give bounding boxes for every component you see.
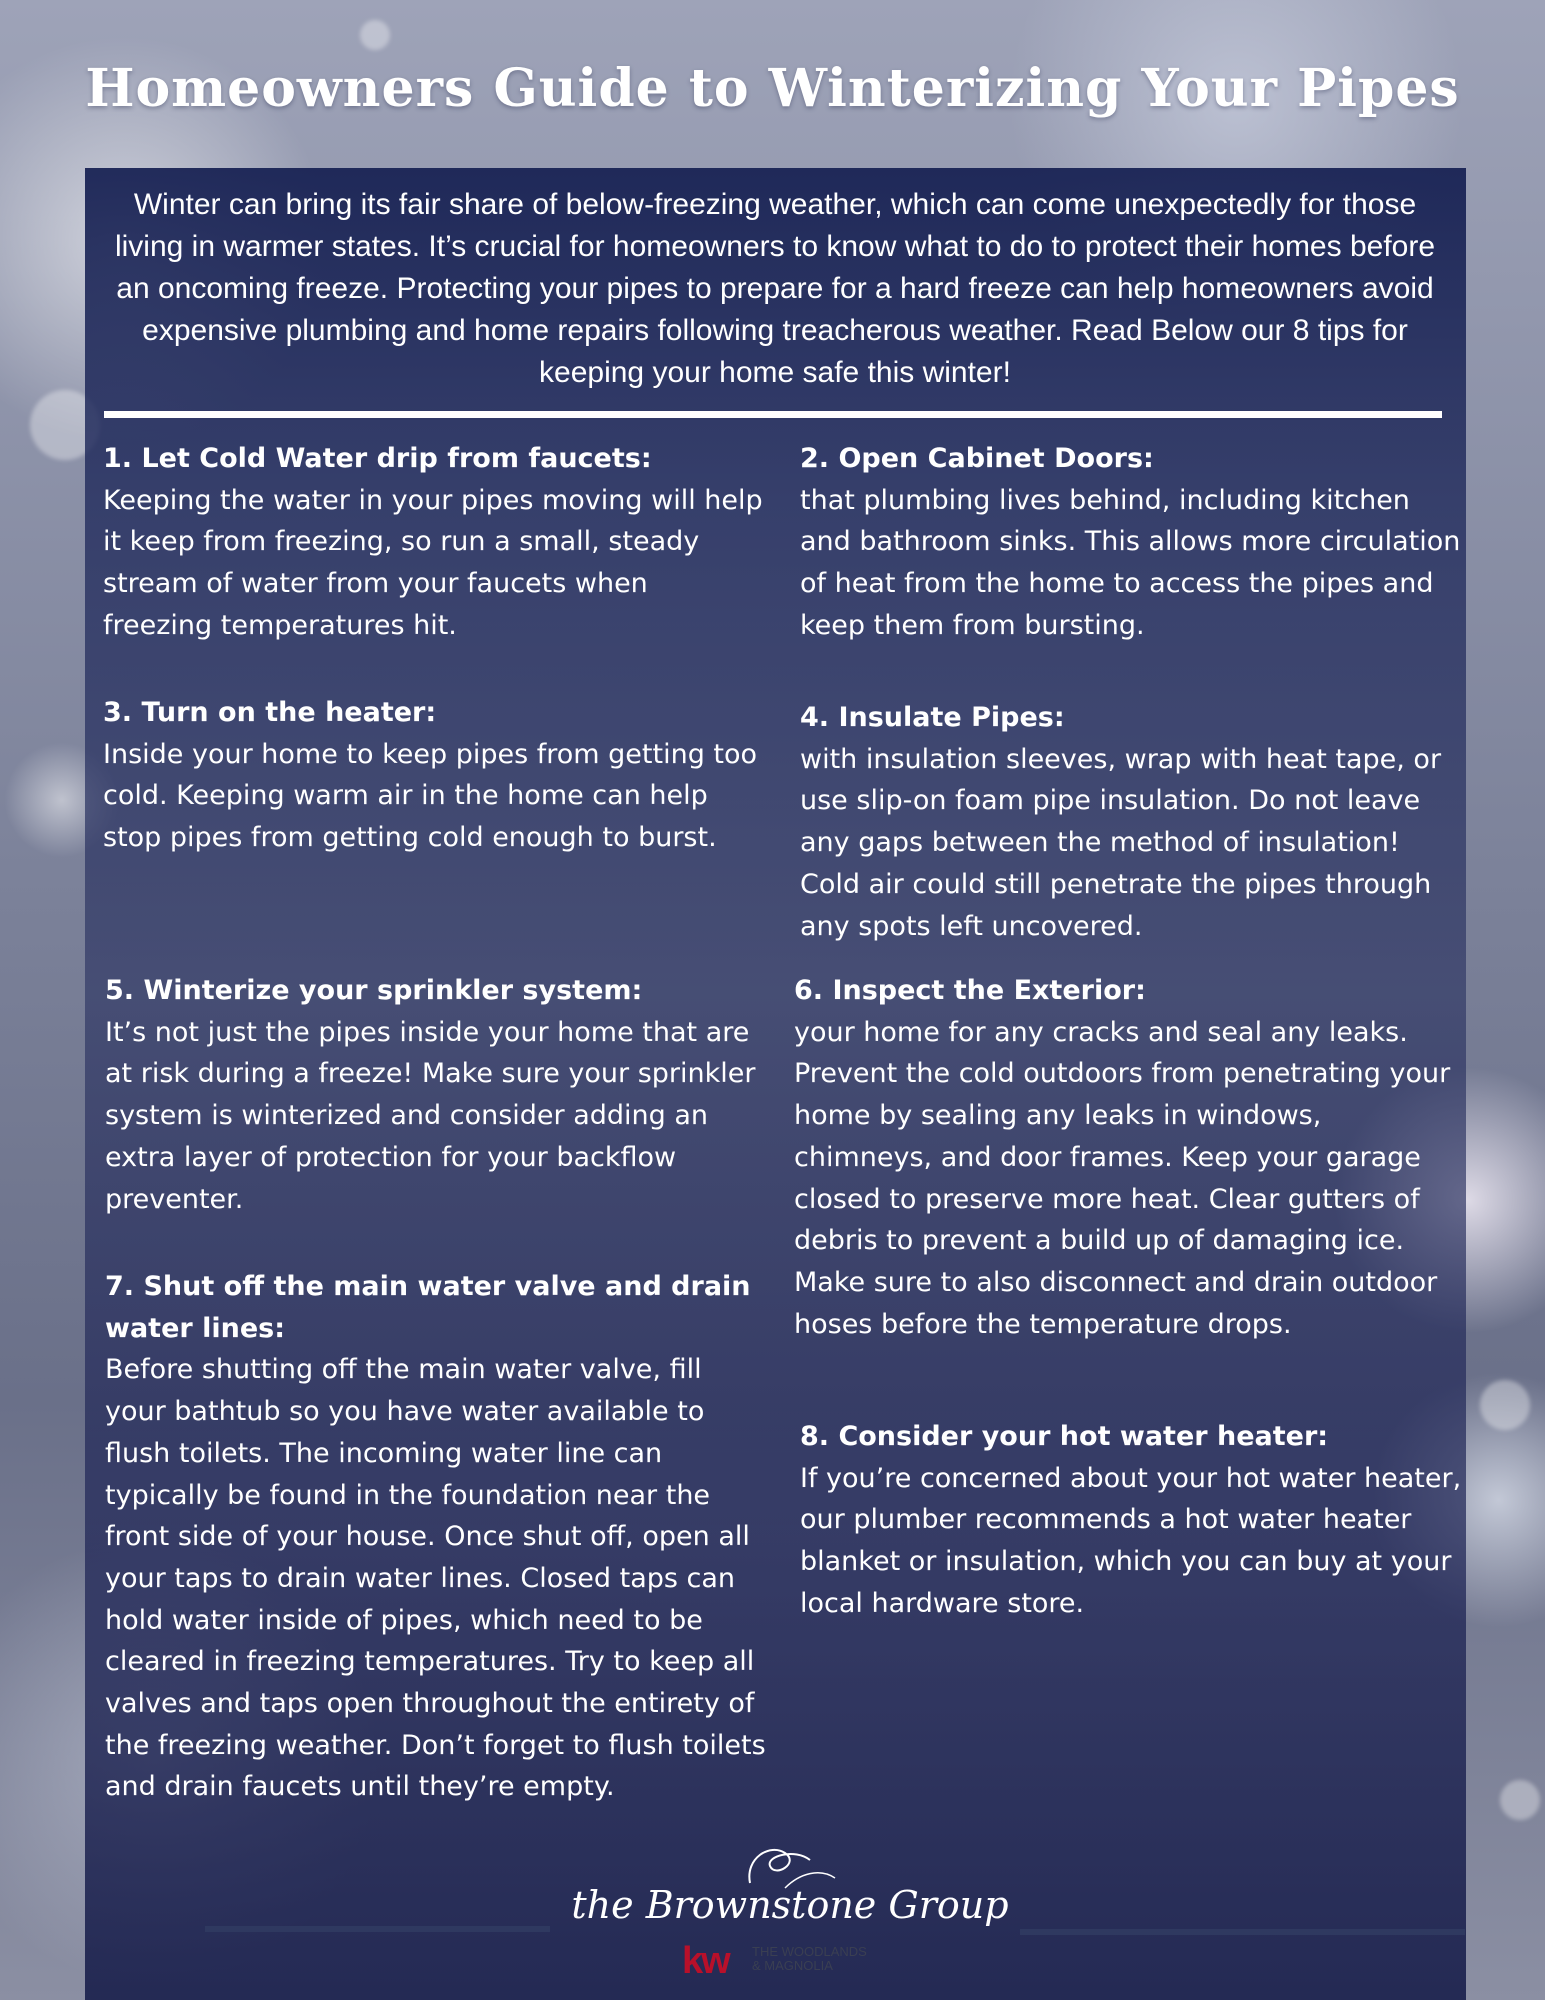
tip-body: Keeping the water in your pipes moving will help it keep from freezing, so run a small, steady stream of water from your faucets when freezing temperatures hit. [103,484,763,641]
bokeh-light [1480,1380,1530,1430]
tip-heading: 3. Turn on the heater: [103,697,437,728]
tip-heading: 7. Shut off the main water valve and drain water lines: [105,1271,751,1344]
brand-name: the Brownstone Group [571,1883,1009,1927]
tip-body: that plumbing lives behind, including kitchen and bathroom sinks. This allows more circulation of heat from the home to access the pipes and keep them from bursting. [800,484,1461,641]
tip-body: Before shutting off the main water valve, fill your bathtub so you have water available to flush toilets. The incoming water line can typically be found in the foundation near the front side of your house. Once shut off, open all your taps to drain water lines. Closed taps can hold water inside of pipes, which need to be cleared in freezing temperatures. Try to keep all valves and taps open throughout the entirety of the freezing weather. Don’t forget to flush toilets and drain faucets until they’re empty. [105,1354,766,1803]
tip-3 [103,692,763,859]
footer-divider-left [205,1926,550,1932]
tip-heading: 8. Consider your hot water heater: [800,1421,1329,1452]
tip-2 [800,438,1465,647]
tip-1 [103,438,763,647]
tip-body: It’s not just the pipes inside your home that are at risk during a freeze! Make sure your sprinkler system is winterized and consider adding an extra layer of protection for your backflow preventer. [105,1016,756,1215]
office-line-2: & MAGNOLIA [752,1958,833,1973]
office-line-1: THE WOODLANDS [752,1944,867,1959]
page-title: Homeowners Guide to Winterizing Your Pipes [85,58,1460,119]
kw-logo: kw [682,1940,729,1982]
tip-5 [105,970,765,1220]
tip-6 [794,970,1464,1345]
tip-body: Inside your home to keep pipes from getting too cold. Keeping warm air in the home can help stop pipes from getting cold enough to burst. [103,738,758,854]
tip-7 [105,1266,770,1808]
brownstone-group-logo [570,1838,1010,2000]
tip-heading: 5. Winterize your sprinkler system: [105,975,643,1006]
tip-body: your home for any cracks and seal any leaks. Prevent the cold outdoors from penetrating your home by sealing any leaks in windows, chimneys, and door frames. Keep your garage closed to preserve more heat. Clear gutters of debris to prevent a build up of damaging ice. Make sure to also disconnect and drain outdoor hoses before the temperature drops. [794,1016,1451,1340]
tip-heading: 4. Insulate Pipes: [800,702,1065,733]
tip-heading: 2. Open Cabinet Doors: [800,443,1154,474]
bokeh-light [360,20,390,50]
tip-heading: 6. Inspect the Exterior: [794,975,1146,1006]
tip-body: with insulation sleeves, wrap with heat tape, or use slip-on foam pipe insulation. Do not leave any gaps between the method of insulation! Cold air could still penetrate the pipes through any spots left uncovered. [800,743,1442,942]
tip-4 [800,697,1465,947]
bokeh-light [1500,1780,1540,1820]
tip-8 [800,1416,1465,1625]
tip-heading: 1. Let Cold Water drip from faucets: [103,443,652,474]
tip-body: If you’re concerned about your hot water heater, our plumber recommends a hot water heater blanket or insulation, which you can buy at your local hardware store. [800,1462,1462,1619]
intro-paragraph: Winter can bring its fair share of below-freezing weather, which can come unexpectedly for those living in warmer states. It’s crucial for homeowners to know what to do to protect their homes before an oncoming freeze. Protecting your pipes to prepare for a hard freeze can help homeowners avoid expensive plumbing and home repairs following treacherous weather. Read Below our 8 tips for keeping your home safe this winter! [114,188,1436,389]
kw-office-name [752,1945,892,1973]
intro-divider [104,411,1442,418]
footer-divider-right [1020,1929,1465,1935]
